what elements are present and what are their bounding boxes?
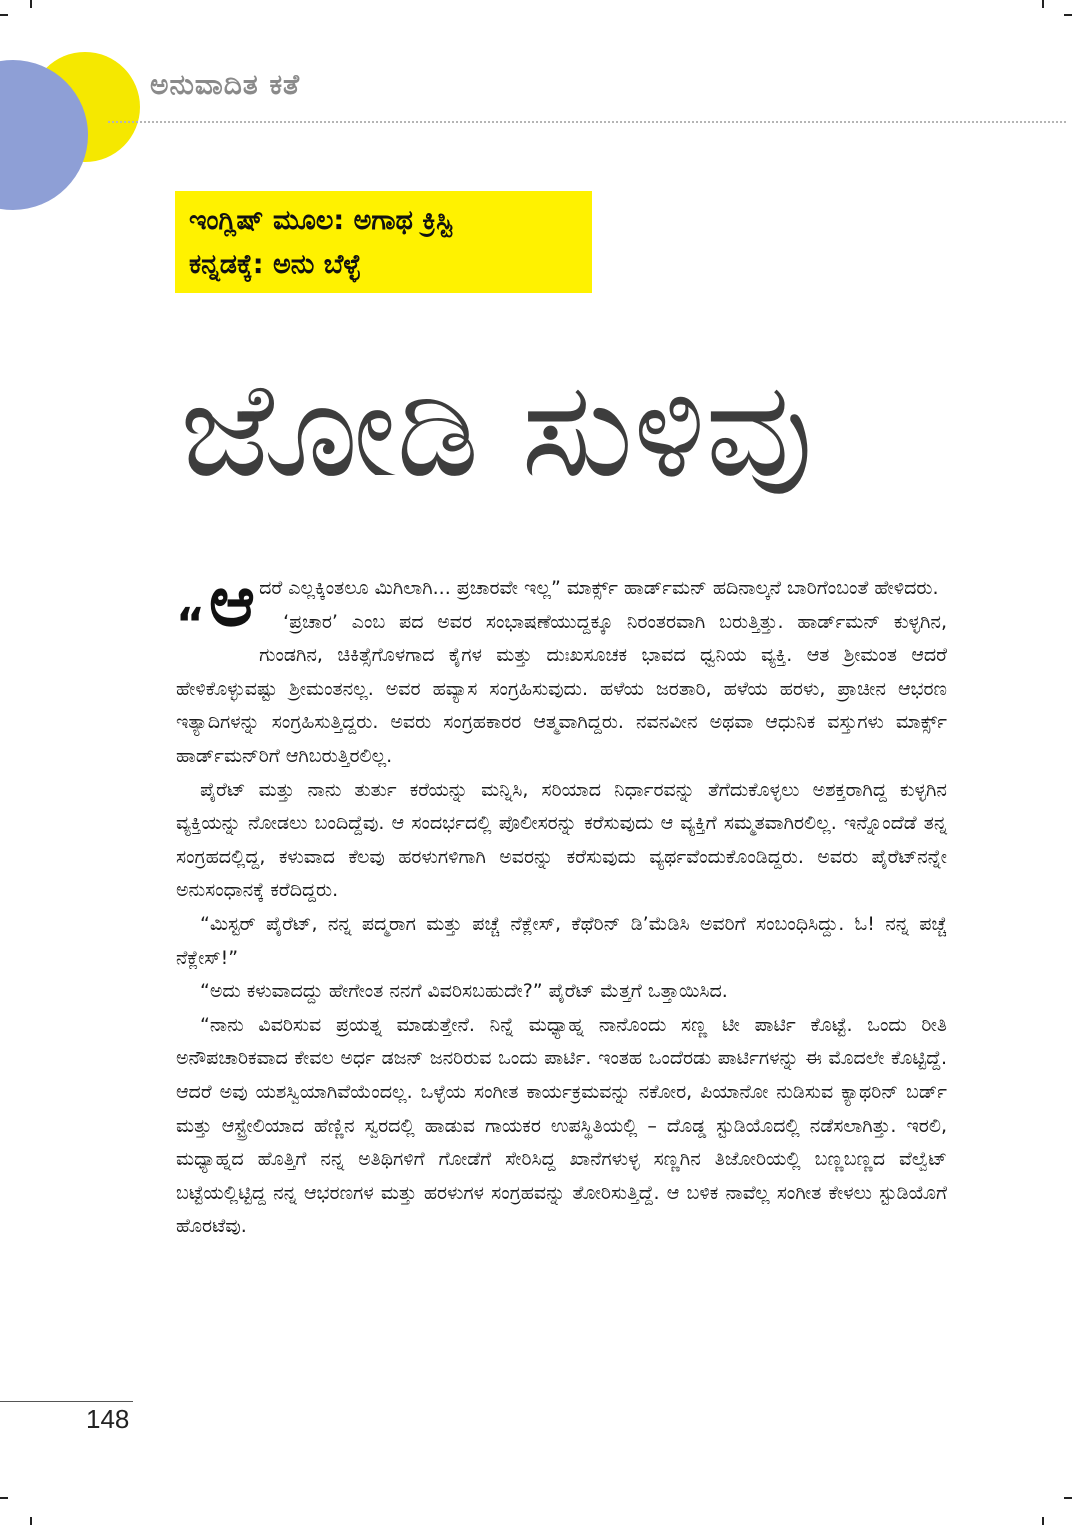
drop-cap-group — [176, 560, 256, 654]
crop-mark — [1042, 1517, 1044, 1525]
crop-mark — [0, 1497, 8, 1499]
dotted-divider — [108, 121, 1066, 123]
body-paragraph: “ಮಿಸ್ಟರ್ ಪೈರೆಟ್, ನನ್ನ ಪದ್ಮರಾಗ ಮತ್ತು ಪಚ್ಚೆ ನೆಕ್ಲೇಸ್, ಕೆಥೆರಿನ್ ಡಿ’ಮೆಡಿಸಿ ಅವರಿಗೆ ಸಂಬಂಧಿಸಿದ್ದು. ಓ! ನನ್ನ ಪಚ್ಚೆ ನೆಕ್ಲೇಸ್!” — [176, 912, 947, 969]
crop-mark — [30, 0, 32, 8]
page-number: 148 — [86, 1404, 130, 1434]
crop-mark — [30, 1517, 32, 1525]
opening-quote-mark: “ — [176, 599, 205, 650]
opening-paragraph-text: ದರೆ ಎಲ್ಲಕ್ಕಿಂತಲೂ ಮಿಗಿಲಾಗಿ... ಪ್ರಚಾರವೇ ಇಲ್ಲ” ಮಾರ್ಕ್ಸ್ ಹಾರ್ಡ್‌ಮನ್ ಹದಿನಾಲ್ಕನೆ ಬಾರಿಗೆಂಬಂತೆ ಹೇಳಿದರು. — [259, 577, 939, 599]
story-title: ಜೋಡಿ ಸುಳಿವು — [180, 353, 813, 507]
story-body — [176, 560, 947, 1244]
translator-credit: ಕನ್ನಡಕ್ಕೆ: ಅನು ಬೆಳ್ಳೆ — [189, 249, 361, 280]
page-number-rule — [0, 1401, 133, 1402]
drop-cap-letter: ಆ — [208, 560, 256, 642]
crop-mark — [0, 14, 8, 16]
crop-mark — [1064, 1497, 1072, 1499]
section-label: ಅನುವಾದಿತ ಕತೆ — [150, 68, 301, 101]
body-paragraph: ‘ಪ್ರಚಾರ’ ಎಂಬ ಪದ ಅವರ ಸಂಭಾಷಣೆಯುದ್ದಕ್ಕೂ ನಿರಂತರವಾಗಿ ಬರುತ್ತಿತ್ತು. ಹಾರ್ಡ್‌ಮನ್ ಕುಳ್ಳಗಿನ, ಗುಂಡಗಿನ, ಚಿಕಿತ್ಸೆಗೊಳಗಾದ ಕೈಗಳ ಮತ್ತು ದುಃಖಸೂಚಕ ಭಾವದ ಧ್ವನಿಯ ವ್ಯಕ್ತಿ. ಆತ ಶ್ರೀಮಂತ ಆದರೆ ಹೇಳಿಕೊಳ್ಳುವಷ್ಟು ಶ್ರೀಮಂತನಲ್ಲ. ಅವರ ಹವ್ಯಾಸ ಸಂಗ್ರಹಿಸುವುದು. ಹಳೆಯ ಜರತಾರಿ, ಹಳೆಯ ಹರಳು, ಪ್ರಾಚೀನ ಆಭರಣ ಇತ್ಯಾದಿಗಳನ್ನು ಸಂಗ್ರಹಿಸುತ್ತಿದ್ದರು. ಅವರು ಸಂಗ್ರಹಕಾರರ ಆತ್ಮವಾಗಿದ್ದರು. ನವನವೀನ ಅಥವಾ ಆಧುನಿಕ ವಸ್ತುಗಳು ಮಾರ್ಕ್ಸ್ ಹಾರ್ಡ್‌ಮನ್‌ರಿಗೆ ಆಗಿಬರುತ್ತಿರಲಿಲ್ಲ. — [176, 610, 947, 767]
credits-box — [175, 191, 592, 293]
body-paragraph: ಪೈರೆಟ್ ಮತ್ತು ನಾನು ತುರ್ತು ಕರೆಯನ್ನು ಮನ್ನಿಸಿ, ಸರಿಯಾದ ನಿರ್ಧಾರವನ್ನು ತೆಗೆದುಕೊಳ್ಳಲು ಅಶಕ್ತರಾಗಿದ್ದ ಕುಳ್ಳಗಿನ ವ್ಯಕ್ತಿಯನ್ನು ನೋಡಲು ಬಂದಿದ್ದೆವು. ಆ ಸಂದರ್ಭದಲ್ಲಿ ಪೊಲೀಸರನ್ನು ಕರೆಸುವುದು ಆ ವ್ಯಕ್ತಿಗೆ ಸಮ್ಮತವಾಗಿರಲಿಲ್ಲ. ಇನ್ನೊಂದೆಡೆ ತನ್ನ ಸಂಗ್ರಹದಲ್ಲಿದ್ದ, ಕಳುವಾದ ಕೆಲವು ಹರಳುಗಳಿಗಾಗಿ ಅವರನ್ನು ಕರೆಸುವುದು ವ್ಯರ್ಥವೆಂದುಕೊಂಡಿದ್ದರು. ಅವರು ಪೈರೆಟ್‌ನನ್ನೇ ಅನುಸಂಧಾನಕ್ಕೆ ಕರೆದಿದ್ದರು. — [176, 778, 947, 902]
crop-mark — [1064, 14, 1072, 16]
body-paragraph: “ನಾನು ವಿವರಿಸುವ ಪ್ರಯತ್ನ ಮಾಡುತ್ತೇನೆ. ನಿನ್ನೆ ಮಧ್ಯಾಹ್ನ ನಾನೊಂದು ಸಣ್ಣ ಟೀ ಪಾರ್ಟಿ ಕೊಟ್ಟೆ. ಒಂದು ರೀತಿ ಅನೌಪಚಾರಿಕವಾದ ಕೇವಲ ಅರ್ಧ ಡಜನ್ ಜನರಿರುವ ಒಂದು ಪಾರ್ಟಿ. ಇಂತಹ ಒಂದೆರಡು ಪಾರ್ಟಿಗಳನ್ನು ಈ ಮೊದಲೇ ಕೊಟ್ಟಿದ್ದೆ. ಆದರೆ ಅವು ಯಶಸ್ವಿಯಾಗಿವೆಯೆಂದಲ್ಲ. ಒಳ್ಳೆಯ ಸಂಗೀತ ಕಾರ್ಯಕ್ರಮವನ್ನು ನಕೋರ, ಪಿಯಾನೋ ನುಡಿಸುವ ಕ್ಯಾಥರಿನ್ ಬರ್ಡ್ ಮತ್ತು ಆಸ್ಟ್ರೇಲಿಯಾದ ಹೆಣ್ಣಿನ ಸ್ವರದಲ್ಲಿ ಹಾಡುವ ಗಾಯಕರ ಉಪಸ್ಥಿತಿಯಲ್ಲಿ – ದೊಡ್ಡ ಸ್ಟುಡಿಯೊದಲ್ಲಿ ನಡೆಸಲಾಗಿತ್ತು. ಇರಲಿ, ಮಧ್ಯಾಹ್ನದ ಹೊತ್ತಿಗೆ ನನ್ನ ಅತಿಥಿಗಳಿಗೆ ಗೋಡೆಗೆ ಸೇರಿಸಿದ್ದ ಖಾನೆಗಳುಳ್ಳ ಸಣ್ಣಗಿನ ತಿಜೋರಿಯಲ್ಲಿ ಬಣ್ಣಬಣ್ಣದ ವೆಲ್ವೆಟ್ ಬಟ್ಟೆಯಲ್ಲಿಟ್ಟಿದ್ದ ನನ್ನ ಆಭರಣಗಳ ಮತ್ತು ಹರಳುಗಳ ಸಂಗ್ರಹವನ್ನು ತೋರಿಸುತ್ತಿದ್ದೆ. ಆ ಬಳಿಕ ನಾವೆಲ್ಲ ಸಂಗೀತ ಕೇಳಲು ಸ್ಟುಡಿಯೊಗೆ ಹೊರಟೆವು. — [176, 1013, 947, 1238]
body-paragraph: “ಅದು ಕಳುವಾದದ್ದು ಹೇಗೇಂತ ನನಗೆ ವಿವರಿಸಬಹುದೇ?” ಪೈರೆಟ್ ಮೆತ್ತಗೆ ಒತ್ತಾಯಿಸಿದ. — [200, 980, 728, 1003]
crop-mark — [1042, 0, 1044, 8]
original-author-credit: ಇಂಗ್ಲಿಷ್ ಮೂಲ: ಅಗಾಥ ಕ್ರಿಸ್ಟಿ — [189, 205, 453, 236]
opening-paragraph — [176, 560, 947, 650]
